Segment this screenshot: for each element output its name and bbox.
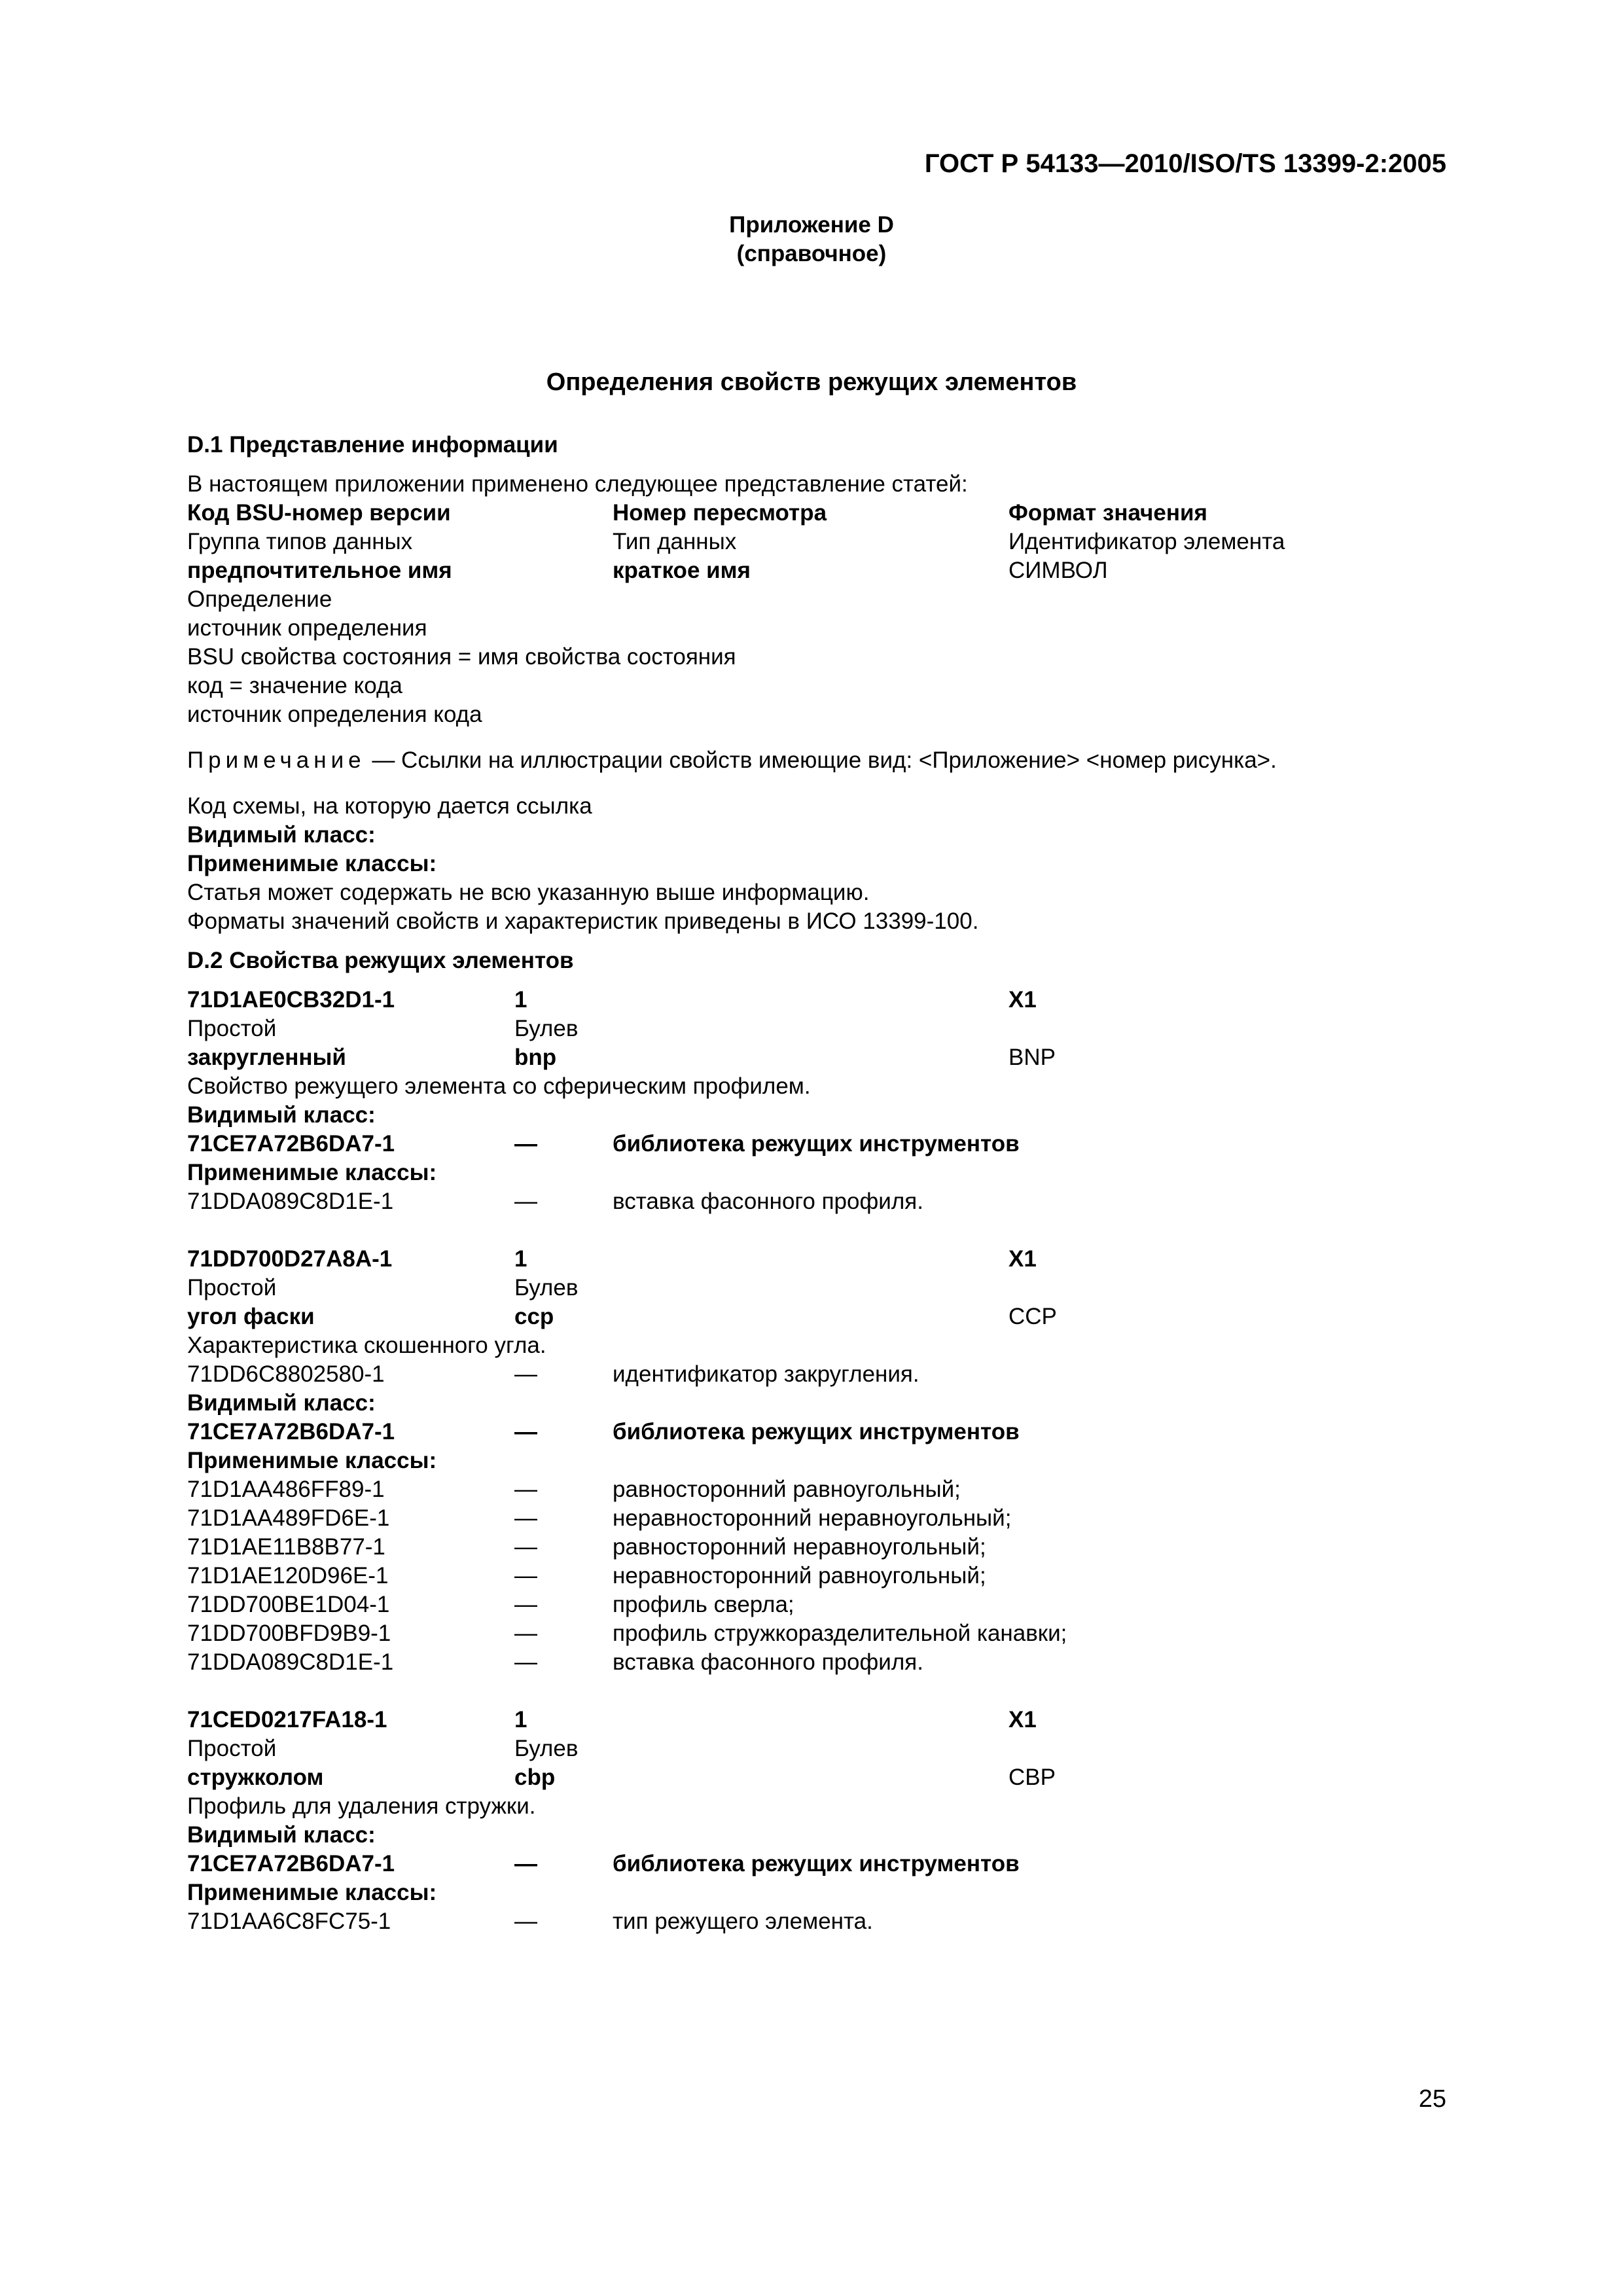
- annex-subtitle: (справочное): [736, 241, 887, 266]
- class-code: 71D1AA489FD6E-1: [187, 1505, 390, 1531]
- class-label: профиль стружкоразделительной канавки;: [613, 1621, 1067, 1646]
- applicable-class-row: [187, 1475, 1444, 1504]
- class-dash: —: [514, 1534, 537, 1560]
- d1-template-row: [187, 556, 1444, 585]
- entry-symbol: CCP: [1008, 1304, 1057, 1329]
- d1-line: Определение: [187, 586, 332, 612]
- class-dash: —: [514, 1505, 537, 1531]
- applicable-class-row: [187, 1562, 1444, 1590]
- visible-class-row: [187, 1850, 1444, 1878]
- document-number: ГОСТ Р 54133—2010/ISO/TS 13399-2:2005: [924, 149, 1446, 178]
- class-label: вставка фасонного профиля.: [613, 1189, 923, 1214]
- entry-group: Простой: [187, 1275, 277, 1300]
- entry-revision: 1: [514, 1707, 527, 1732]
- class-code: 71D1AE120D96E-1: [187, 1563, 389, 1588]
- section-heading-d2: D.2 Свойства режущих элементов: [187, 948, 574, 973]
- entry-group: Простой: [187, 1736, 277, 1761]
- applicable-class-row: [187, 1907, 1444, 1936]
- entry-group: Простой: [187, 1016, 277, 1041]
- entry-name: стружколом: [187, 1765, 324, 1790]
- entry-short-name: bnp: [514, 1045, 557, 1070]
- d1-applicable-classes-label: Применимые классы:: [187, 851, 437, 876]
- entry-symbol: BNP: [1008, 1045, 1056, 1070]
- class-code: 71D1AA6C8FC75-1: [187, 1909, 391, 1934]
- class-label: неравносторонний неравноугольный;: [613, 1505, 1012, 1531]
- class-dash: —: [514, 1909, 537, 1934]
- applicable-classes-label: Применимые классы:: [187, 1448, 437, 1473]
- applicable-class-row: [187, 1504, 1444, 1533]
- class-dash: —: [514, 1477, 537, 1502]
- d1-after-line: Статья может содержать не всю указанную выше информацию.: [187, 880, 870, 905]
- template-format: Формат значения: [1008, 500, 1207, 526]
- class-label: равносторонний равноугольный;: [613, 1477, 961, 1502]
- template-group: Группа типов данных: [187, 529, 413, 554]
- class-dash: —: [514, 1563, 537, 1588]
- applicable-class-row: [187, 1187, 1444, 1216]
- entry-type: Булев: [514, 1275, 579, 1300]
- applicable-classes-label: Применимые классы:: [187, 1880, 437, 1905]
- note-label: Примечание: [187, 747, 366, 773]
- class-label: библиотека режущих инструментов: [613, 1419, 1020, 1444]
- class-label: неравносторонний равноугольный;: [613, 1563, 986, 1588]
- class-code: 71DDA089C8D1E-1: [187, 1649, 394, 1675]
- entry-code: 71D1AE0CB32D1-1: [187, 987, 395, 1013]
- d1-intro: В настоящем приложении применено следующее представление статей:: [187, 471, 968, 497]
- entry-format: X1: [1008, 1707, 1037, 1732]
- class-code: 71D1AA486FF89-1: [187, 1477, 385, 1502]
- annex-block: [0, 211, 1623, 268]
- page-number: 25: [1418, 2085, 1446, 2113]
- visible-class-label: Видимый класс:: [187, 1390, 376, 1416]
- property-entry: [187, 986, 1444, 1216]
- entry-name: угол фаски: [187, 1304, 315, 1329]
- entry-format: X1: [1008, 1246, 1037, 1272]
- annex-title: Приложение D: [729, 212, 894, 238]
- template-symbol: СИМВОЛ: [1008, 558, 1108, 583]
- applicable-class-row: [187, 1619, 1444, 1648]
- d1-template-row: [187, 528, 1444, 556]
- class-code: 71DDA089C8D1E-1: [187, 1189, 394, 1214]
- entry-short-name: cbp: [514, 1765, 556, 1790]
- document-body: [187, 431, 1444, 1936]
- template-revision: Номер пересмотра: [613, 500, 827, 526]
- d1-line: код = значение кода: [187, 673, 402, 698]
- class-dash: —: [514, 1851, 537, 1876]
- entry-name: закругленный: [187, 1045, 346, 1070]
- class-code: 71CE7A72B6DA7-1: [187, 1419, 395, 1444]
- reference-dash: —: [514, 1361, 537, 1387]
- class-label: профиль сверла;: [613, 1592, 794, 1617]
- entry-short-name: ccp: [514, 1304, 554, 1329]
- entry-revision: 1: [514, 1246, 527, 1272]
- class-code: 71D1AE11B8B77-1: [187, 1534, 385, 1560]
- class-code: 71CE7A72B6DA7-1: [187, 1851, 395, 1876]
- reference-code: 71DD6C8802580-1: [187, 1361, 385, 1387]
- entry-type: Булев: [514, 1736, 579, 1761]
- entry-code: 71DD700D27A8A-1: [187, 1246, 393, 1272]
- reference-row: [187, 1360, 1444, 1389]
- class-label: тип режущего элемента.: [613, 1909, 873, 1934]
- applicable-class-row: [187, 1590, 1444, 1619]
- visible-class-label: Видимый класс:: [187, 1102, 376, 1128]
- entry-type: Булев: [514, 1016, 579, 1041]
- property-entry: [187, 1245, 1444, 1677]
- entry-definition: Характеристика скошенного угла.: [187, 1333, 546, 1358]
- class-dash: —: [514, 1131, 537, 1157]
- d1-note: [187, 746, 1444, 775]
- entry-code: 71CED0217FA18-1: [187, 1707, 387, 1732]
- d1-line: BSU свойства состояния = имя свойства состояния: [187, 644, 736, 670]
- d1-after-line: Код схемы, на которую дается ссылка: [187, 793, 592, 819]
- template-short-name: краткое имя: [613, 558, 751, 583]
- property-entry: [187, 1706, 1444, 1936]
- d1-line: источник определения кода: [187, 702, 482, 727]
- class-dash: —: [514, 1189, 537, 1214]
- class-label: библиотека режущих инструментов: [613, 1851, 1020, 1876]
- class-label: равносторонний неравноугольный;: [613, 1534, 986, 1560]
- class-dash: —: [514, 1592, 537, 1617]
- class-label: библиотека режущих инструментов: [613, 1131, 1020, 1157]
- d1-template-row: [187, 499, 1444, 528]
- d1-after-line: Форматы значений свойств и характеристик приведены в ИСО 13399-100.: [187, 908, 979, 934]
- class-dash: —: [514, 1621, 537, 1646]
- class-label: вставка фасонного профиля.: [613, 1649, 923, 1675]
- reference-label: идентификатор закругления.: [613, 1361, 919, 1387]
- template-preferred-name: предпочтительное имя: [187, 558, 452, 583]
- template-type: Тип данных: [613, 529, 737, 554]
- template-code: Код BSU-номер версии: [187, 500, 451, 526]
- main-title: Определения свойств режущих элементов: [546, 368, 1077, 396]
- class-code: 71DD700BE1D04-1: [187, 1592, 390, 1617]
- section-heading-d1: D.1 Представление информации: [187, 432, 558, 457]
- template-id: Идентификатор элемента: [1008, 529, 1285, 554]
- applicable-class-row: [187, 1648, 1444, 1677]
- d1-line: источник определения: [187, 615, 427, 641]
- class-dash: —: [514, 1419, 537, 1444]
- entry-revision: 1: [514, 987, 527, 1013]
- class-code: 71CE7A72B6DA7-1: [187, 1131, 395, 1157]
- entry-format: X1: [1008, 987, 1037, 1013]
- note-text: — Ссылки на иллюстрации свойств имеющие вид: <Приложение> <номер рисунка>.: [365, 747, 1277, 773]
- visible-class-row: [187, 1418, 1444, 1446]
- visible-class-row: [187, 1130, 1444, 1158]
- d1-visible-class-label: Видимый класс:: [187, 822, 376, 848]
- entry-definition: Свойство режущего элемента со сферическим профилем.: [187, 1073, 811, 1099]
- entry-definition: Профиль для удаления стружки.: [187, 1793, 536, 1819]
- class-dash: —: [514, 1649, 537, 1675]
- entry-symbol: CBP: [1008, 1765, 1056, 1790]
- visible-class-label: Видимый класс:: [187, 1822, 376, 1848]
- applicable-class-row: [187, 1533, 1444, 1562]
- applicable-classes-label: Применимые классы:: [187, 1160, 437, 1185]
- class-code: 71DD700BFD9B9-1: [187, 1621, 391, 1646]
